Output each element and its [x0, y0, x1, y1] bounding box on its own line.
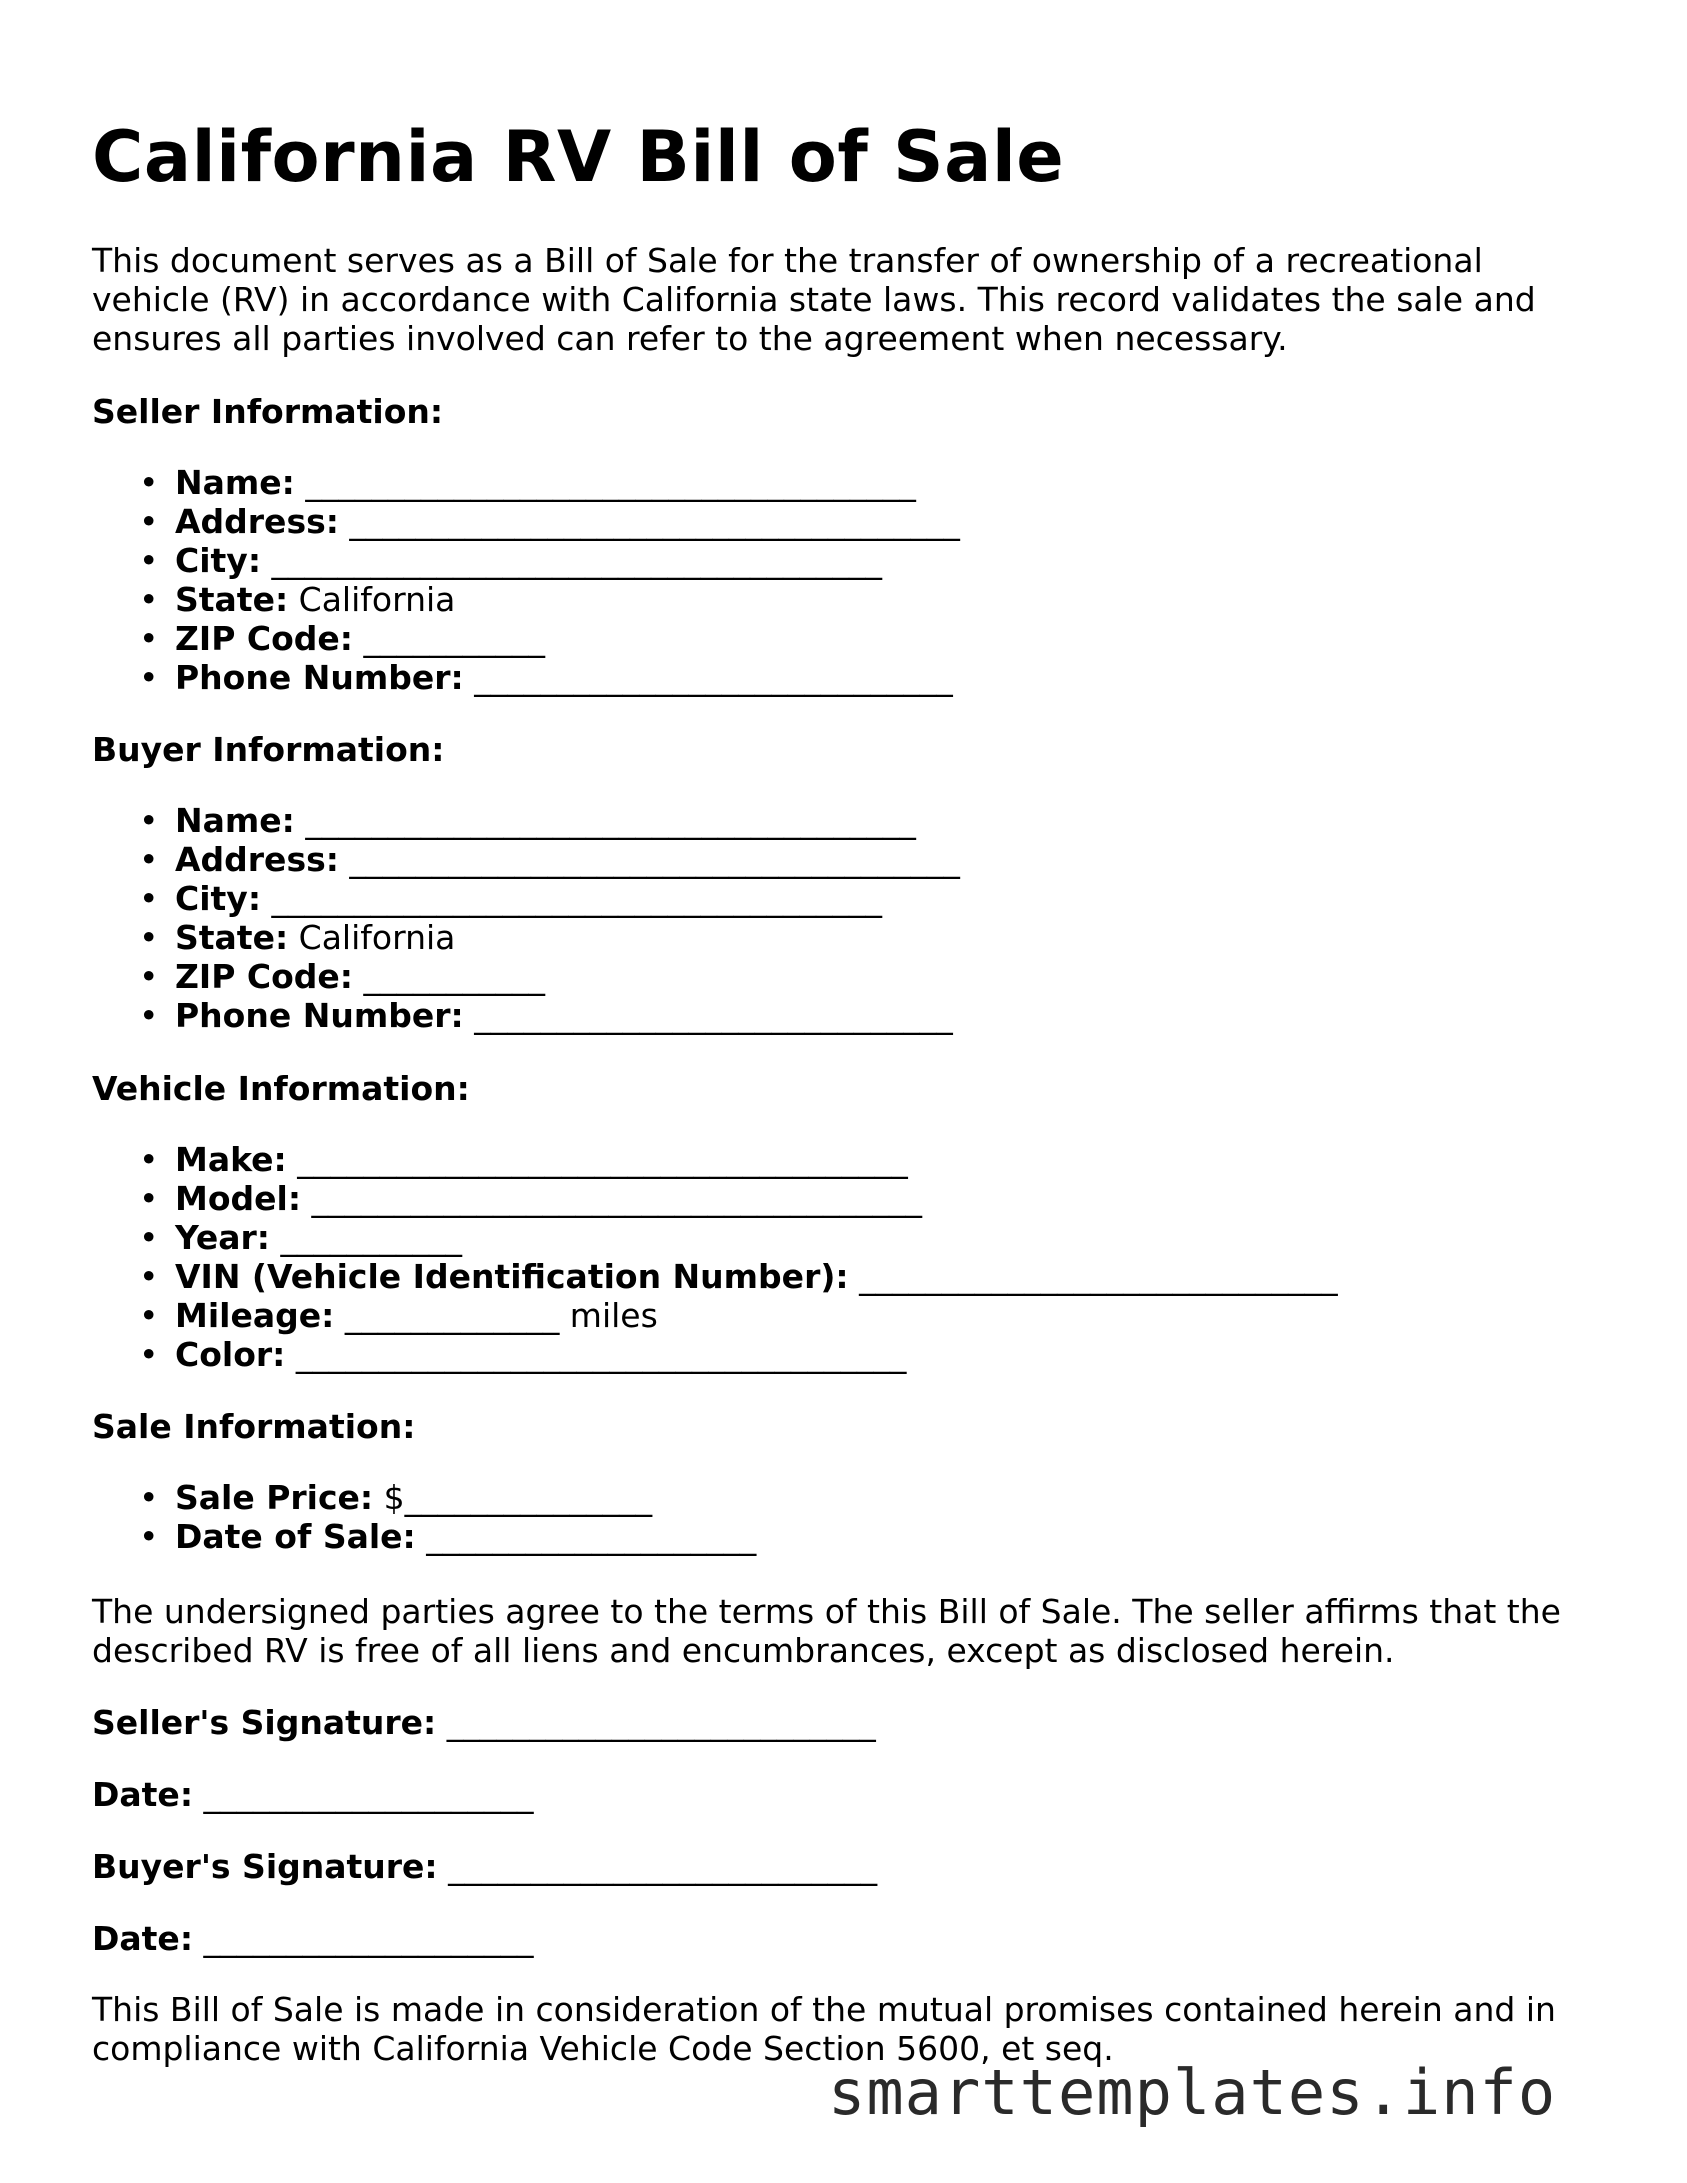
seller-phone-field: • Phone Number: _____________________________: [92, 658, 960, 697]
seller-fields: [92, 463, 960, 697]
buyer-date-row: Date: ____________________: [92, 1919, 534, 1958]
agreement-paragraph: The undersigned parties agree to the terms of this Bill of Sale. The seller affirms that the described RV is free of all liens and encumbrances, except as disclosed herein.: [92, 1592, 1561, 1670]
document-title: California RV Bill of Sale: [92, 116, 1065, 198]
seller-address-field: • Address: _____________________________________: [92, 502, 960, 541]
seller-date-row: Date: ____________________: [92, 1775, 534, 1814]
sale-date-field: • Date of Sale: ____________________: [92, 1517, 756, 1556]
buyer-signature-row: Buyer's Signature: __________________________: [92, 1847, 878, 1886]
vehicle-vin-field: • VIN (Vehicle Identification Number): _____________________________: [92, 1257, 1338, 1296]
seller-city-field: • City: _____________________________________: [92, 541, 960, 580]
sale-heading: Sale Information:: [92, 1407, 416, 1446]
buyer-fields: [92, 801, 960, 1035]
vehicle-year-field: • Year: ___________: [92, 1218, 1338, 1257]
vehicle-color-field: • Color: _____________________________________: [92, 1335, 1338, 1374]
buyer-address-field: • Address: _____________________________________: [92, 840, 960, 879]
seller-signature-row: Seller's Signature: __________________________: [92, 1703, 876, 1742]
closing-paragraph: This Bill of Sale is made in consideration of the mutual promises contained herein and in compliance with California Vehicle Code Section 5600, et seq.: [92, 1990, 1556, 2068]
vehicle-fields: [92, 1140, 1338, 1374]
vehicle-heading: Vehicle Information:: [92, 1069, 470, 1108]
seller-heading: Seller Information:: [92, 392, 444, 431]
seller-state-field: • State: California: [92, 580, 960, 619]
buyer-name-field: • Name: _____________________________________: [92, 801, 960, 840]
vehicle-mileage-field: • Mileage: _____________ miles: [92, 1296, 1338, 1335]
buyer-zip-field: • ZIP Code: ___________: [92, 957, 960, 996]
seller-name-field: • Name: _____________________________________: [92, 463, 960, 502]
buyer-phone-field: • Phone Number: _____________________________: [92, 996, 960, 1035]
buyer-state-field: • State: California: [92, 918, 960, 957]
vehicle-make-field: • Make: _____________________________________: [92, 1140, 1338, 1179]
buyer-heading: Buyer Information:: [92, 730, 445, 769]
intro-paragraph: This document serves as a Bill of Sale for the transfer of ownership of a recreational vehicle (RV) in accordance with California state laws. This record validates the sale and ensures all parties involved can refer to the agreement when necessary.: [92, 241, 1536, 358]
watermark: smarttemplates.info: [828, 2056, 1557, 2129]
vehicle-model-field: • Model: _____________________________________: [92, 1179, 1338, 1218]
sale-price-field: • Sale Price: $_______________: [92, 1478, 756, 1517]
buyer-city-field: • City: _____________________________________: [92, 879, 960, 918]
sale-fields: [92, 1478, 756, 1556]
seller-zip-field: • ZIP Code: ___________: [92, 619, 960, 658]
